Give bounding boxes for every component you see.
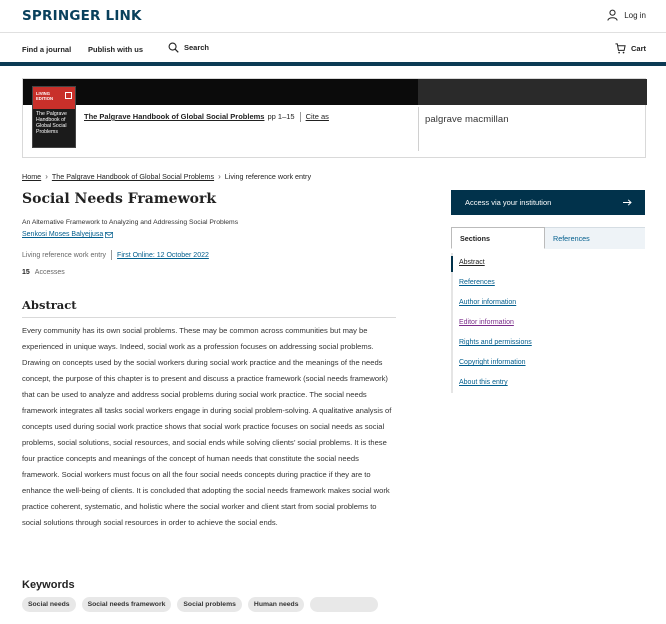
banner-strip-publisher [418, 79, 647, 105]
breadcrumb [22, 172, 311, 181]
cart-label: Cart [630, 44, 646, 53]
author-name: Senkosi Moses Balyejjusa [22, 231, 104, 238]
arrow-right-icon [623, 199, 632, 206]
breadcrumb-current: Living reference work entry [224, 172, 312, 181]
palgrave-macmillan-logo[interactable]: palgrave macmillan [425, 114, 509, 125]
publish-with-us-link[interactable]: Publish with us [88, 45, 144, 54]
chevron-right-icon: › [45, 172, 48, 181]
keyword-tag[interactable]: Social problems [177, 597, 242, 612]
article-subtitle: An Alternative Framework to Analyzing and Addressing Social Problems [22, 219, 239, 226]
first-online-link[interactable]: First Online: 12 October 2022 [117, 251, 209, 259]
entry-type: Living reference work entry [22, 251, 107, 259]
cover-title: The Palgrave Handbook of Global Social Problems [36, 111, 67, 135]
tab-references[interactable]: References [545, 227, 645, 249]
cover-badge-icon [65, 92, 72, 99]
author-link[interactable] [22, 231, 113, 238]
section-link-copyright-information[interactable]: Copyright information [459, 359, 526, 366]
access-via-institution-button[interactable] [451, 190, 645, 215]
abstract-text: Every community has its own social problems. These may be common across communities but may be experienced in unique ways. Indeed, social work as a profession focuses on addressing social problems. Drawing on concepts used by the social workers during social work practice and the meanings of the needs concept, the purpose of this chapter is to present and discuss a practice framework (social needs framework) that can be used to analyze and address social problems during social work practice. The social needs framework integrates all tasks social workers engage in during social problem-solving. A qualitative analysis of concepts used during social work practice shows that social work practice focuses on social needs as social problems, social solutions, social resources, and social ends while solving clients’ social problems. It is these four practice concepts and meanings of the concept of human needs that constitute the social needs framework. Social workers must focus on all the four social needs concepts during practice if they are to enhance the well-being of clients. It is concluded that adopting the social needs framework makes social work practice coherent, systematic, and holistic where the social worker and client start from social problems to social solutions through social resources in order to achieve the social ends. [22, 326, 392, 527]
springer-link-logo[interactable]: SPRINGER LINK [22, 8, 142, 24]
keyword-list [22, 597, 402, 612]
section-item [459, 259, 532, 279]
keyword-tag[interactable] [310, 597, 378, 612]
cart-button[interactable] [615, 43, 646, 54]
sidebar-tabs [451, 227, 645, 249]
search-button[interactable] [168, 42, 209, 53]
divider [111, 250, 112, 260]
top-bar [0, 0, 666, 33]
cart-icon [615, 43, 626, 54]
section-link-about-this-entry[interactable]: About this entry [459, 379, 508, 386]
search-label: Search [184, 43, 210, 52]
book-info [84, 112, 329, 122]
breadcrumb-book[interactable]: The Palgrave Handbook of Global Social Problems [51, 172, 215, 181]
section-link-rights-and-permissions[interactable]: Rights and permissions [459, 339, 532, 346]
divider [418, 107, 419, 151]
divider [22, 317, 396, 318]
chevron-right-icon: › [218, 172, 221, 181]
section-item [459, 359, 532, 379]
tab-sections[interactable]: Sections [451, 227, 545, 249]
section-item [459, 279, 532, 299]
mail-icon [105, 232, 113, 238]
section-link-author-information[interactable]: Author information [459, 299, 517, 306]
section-item [459, 339, 532, 359]
book-pages: pp 1–15 [267, 112, 295, 121]
breadcrumb-home[interactable]: Home [22, 172, 42, 181]
book-title-link[interactable]: The Palgrave Handbook of Global Social Problems [84, 112, 265, 121]
access-button-label: Access via your institution [465, 198, 552, 207]
keywords-heading: Keywords [22, 579, 75, 591]
section-link-editor-information[interactable]: Editor information [459, 319, 514, 326]
accesses-label: Accesses [34, 269, 65, 276]
keyword-tag[interactable]: Social needs framework [82, 597, 172, 612]
section-item [459, 379, 532, 399]
user-icon [607, 9, 618, 21]
accesses-metric [22, 269, 65, 276]
section-link-references[interactable]: References [459, 279, 495, 286]
article-meta [22, 250, 209, 260]
banner-strip [23, 79, 418, 105]
abstract-heading: Abstract [22, 298, 77, 312]
active-section-indicator [451, 256, 453, 272]
book-banner [22, 78, 646, 158]
login-label: Log in [624, 10, 646, 20]
main-nav [0, 33, 666, 66]
sections-rail [451, 253, 453, 393]
cover-ribbon-line-2: EDITION [36, 96, 53, 101]
divider [300, 112, 301, 122]
page-title: Social Needs Framework [22, 191, 217, 207]
accesses-count: 15 [22, 269, 30, 276]
keyword-tag[interactable]: Social needs [22, 597, 76, 612]
book-cover[interactable] [32, 86, 76, 148]
section-item [459, 319, 532, 339]
section-item [459, 299, 532, 319]
search-icon [168, 42, 179, 53]
cite-as-link[interactable]: Cite as [305, 112, 329, 121]
keyword-tag[interactable]: Human needs [248, 597, 305, 612]
sections-list [459, 259, 532, 399]
cover-ribbon-line-1: LIVING [36, 91, 50, 96]
login-button[interactable] [607, 9, 646, 21]
section-link-abstract[interactable]: Abstract [459, 259, 485, 266]
find-journal-link[interactable]: Find a journal [22, 45, 72, 54]
